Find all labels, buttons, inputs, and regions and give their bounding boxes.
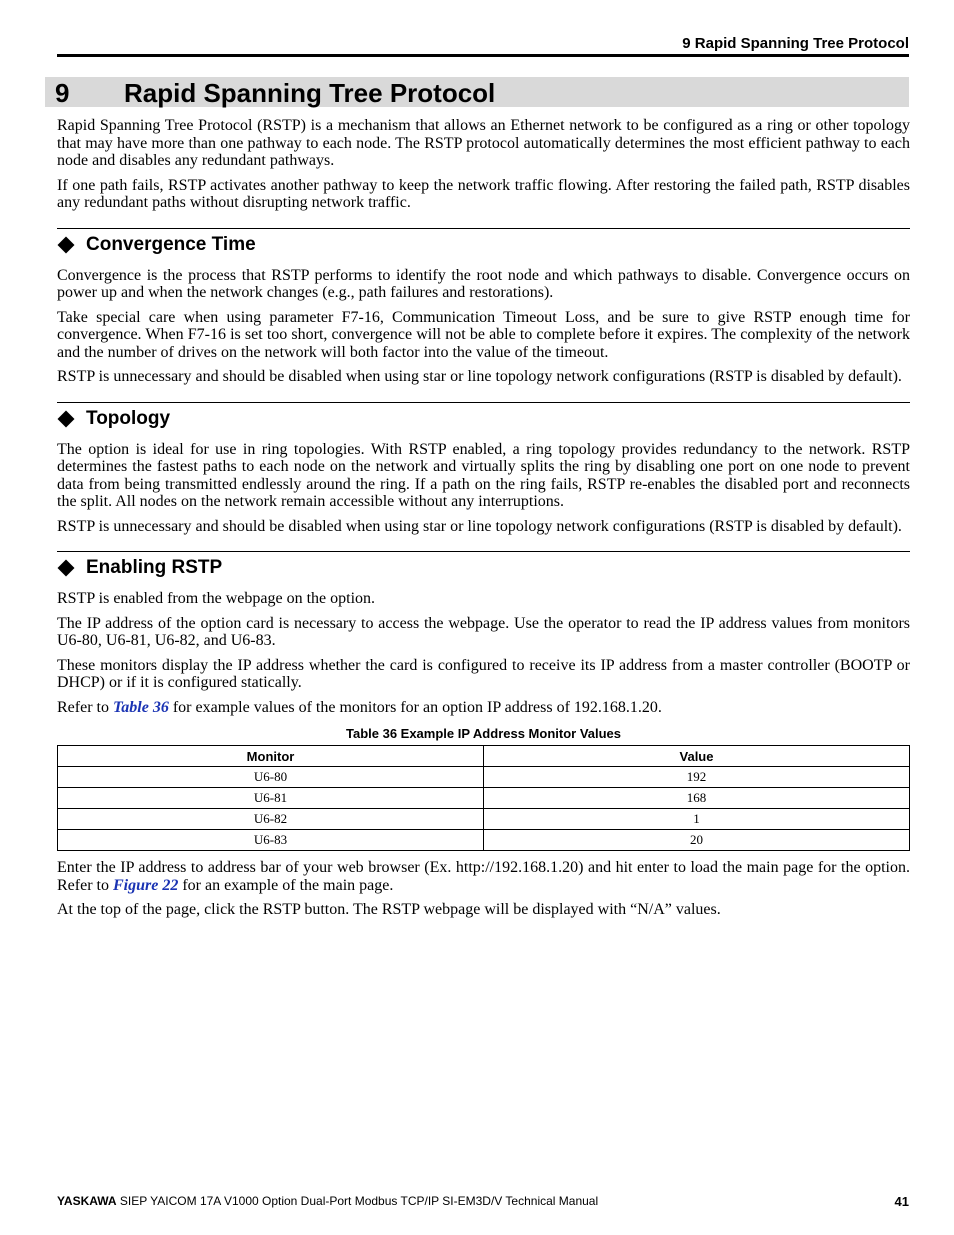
body-paragraph: RSTP is unnecessary and should be disabled when using star or line topology network configurations (RSTP is disabled by default). (57, 517, 902, 535)
text-run: for example values of the monitors for an option IP address of 192.168.1.20. (168, 698, 662, 716)
body-paragraph: RSTP is unnecessary and should be disabled when using star or line topology network configurations (RSTP is disabled by default). (57, 368, 902, 385)
page-number: 41 (894, 1194, 909, 1209)
body-paragraph: These monitors display the IP address whether the card is configured to receive its IP address from a master controller (BOOTP or DHCP) or if it is configured statically. (57, 656, 910, 691)
value-cell: 1 (484, 809, 910, 830)
main-content (57, 117, 910, 926)
monitor-cell: U6-81 (58, 788, 484, 809)
monitor-values-table (57, 745, 910, 851)
figure-22-link[interactable]: Figure 22 (112, 876, 179, 894)
text-run: Refer to (57, 698, 113, 716)
monitor-cell: U6-80 (58, 767, 484, 788)
section-heading (57, 556, 910, 580)
text-run: for an example of the main page. (178, 876, 394, 894)
diamond-bullet-icon (58, 560, 75, 577)
footer-brand: YASKAWA (57, 1194, 117, 1208)
intro-paragraph: If one path fails, RSTP activates another pathway to keep the network traffic flowing. After restoring the failed path, RSTP disables any redundant paths without disrupting network traffic. (57, 176, 910, 211)
running-header: 9 Rapid Spanning Tree Protocol (682, 35, 909, 52)
column-header-value: Value (484, 746, 910, 767)
body-paragraph (57, 699, 910, 717)
body-paragraph (57, 859, 910, 894)
value-cell: 20 (484, 830, 910, 851)
section-heading (57, 407, 910, 431)
monitor-cell: U6-83 (58, 830, 484, 851)
body-paragraph: The IP address of the option card is necessary to access the webpage. Use the operator to read the IP address values from monitors U6-80, U6-81, U6-82, and U6-83. (57, 614, 910, 649)
section-heading-text: Topology (86, 407, 171, 429)
footer-doc-name: SIEP YAICOM 17A V1000 Option Dual-Port Modbus TCP/IP SI-EM3D/V Technical Manual (116, 1194, 599, 1208)
chapter-heading (45, 77, 909, 107)
value-cell: 192 (484, 767, 910, 788)
body-paragraph: Take special care when using parameter F7-16, Communication Timeout Loss, and be sure to give RSTP enough time for convergence. When F7-16 is set too short, convergence will not be able to complete before it expires. The complexity of the network and the number of drives on the network will both factor into the value of the timeout. (57, 308, 910, 361)
value-cell: 168 (484, 788, 910, 809)
diamond-bullet-icon (58, 236, 75, 253)
table-caption: Table 36 Example IP Address Monitor Values (345, 726, 622, 741)
body-paragraph: Convergence is the process that RSTP performs to identify the root node and which pathways to disable. Convergence occurs on power up and when the network changes (e.g., path failures and restorations). (57, 266, 910, 301)
table-row (58, 830, 910, 851)
section-enabling-rstp (57, 551, 910, 919)
body-paragraph: At the top of the page, click the RSTP button. The RSTP webpage will be displayed with “N/A” values. (57, 901, 721, 918)
section-heading-text: Convergence Time (86, 233, 256, 255)
footer-document-title (57, 1194, 598, 1208)
table-row (58, 767, 910, 788)
column-header-monitor: Monitor (58, 746, 484, 767)
diamond-bullet-icon (58, 410, 75, 427)
section-heading (57, 233, 910, 257)
header-rule (57, 54, 909, 57)
body-paragraph: The option is ideal for use in ring topologies. With RSTP enabled, a ring topology provides redundancy to the network. RSTP determines the fastest paths to each node on the network and virtually splits the ring by disabling one port on one node to prevent data from being transmitted endlessly around the ring. If a path on the ring fails, RSTP re-enables the disabled port and reconnects the split. All nodes on the network remain accessible without any interruptions. (57, 440, 910, 510)
body-paragraph: RSTP is enabled from the webpage on the option. (57, 590, 376, 607)
chapter-title: Rapid Spanning Tree Protocol (124, 78, 496, 108)
text-run: Enter the IP address to address bar of your web browser (Ex. http://192.168.1.20) and hit enter to load the main page for the option. Refer to (57, 859, 910, 894)
monitor-cell: U6-82 (58, 809, 484, 830)
section-topology (57, 402, 910, 536)
intro-paragraph: Rapid Spanning Tree Protocol (RSTP) is a mechanism that allows an Ethernet network to be configured as a ring or other topology that may have more than one pathway to each node. The RSTP protocol automatically determines the most efficient pathway to each node and disables any redundant pathways. (57, 117, 910, 169)
section-heading-text: Enabling RSTP (86, 557, 223, 578)
table-36-link[interactable]: Table 36 (112, 698, 169, 716)
section-convergence (57, 228, 910, 386)
table-row (58, 788, 910, 809)
table-header-row (58, 746, 910, 767)
chapter-number: 9 (55, 78, 70, 108)
table-row (58, 809, 910, 830)
